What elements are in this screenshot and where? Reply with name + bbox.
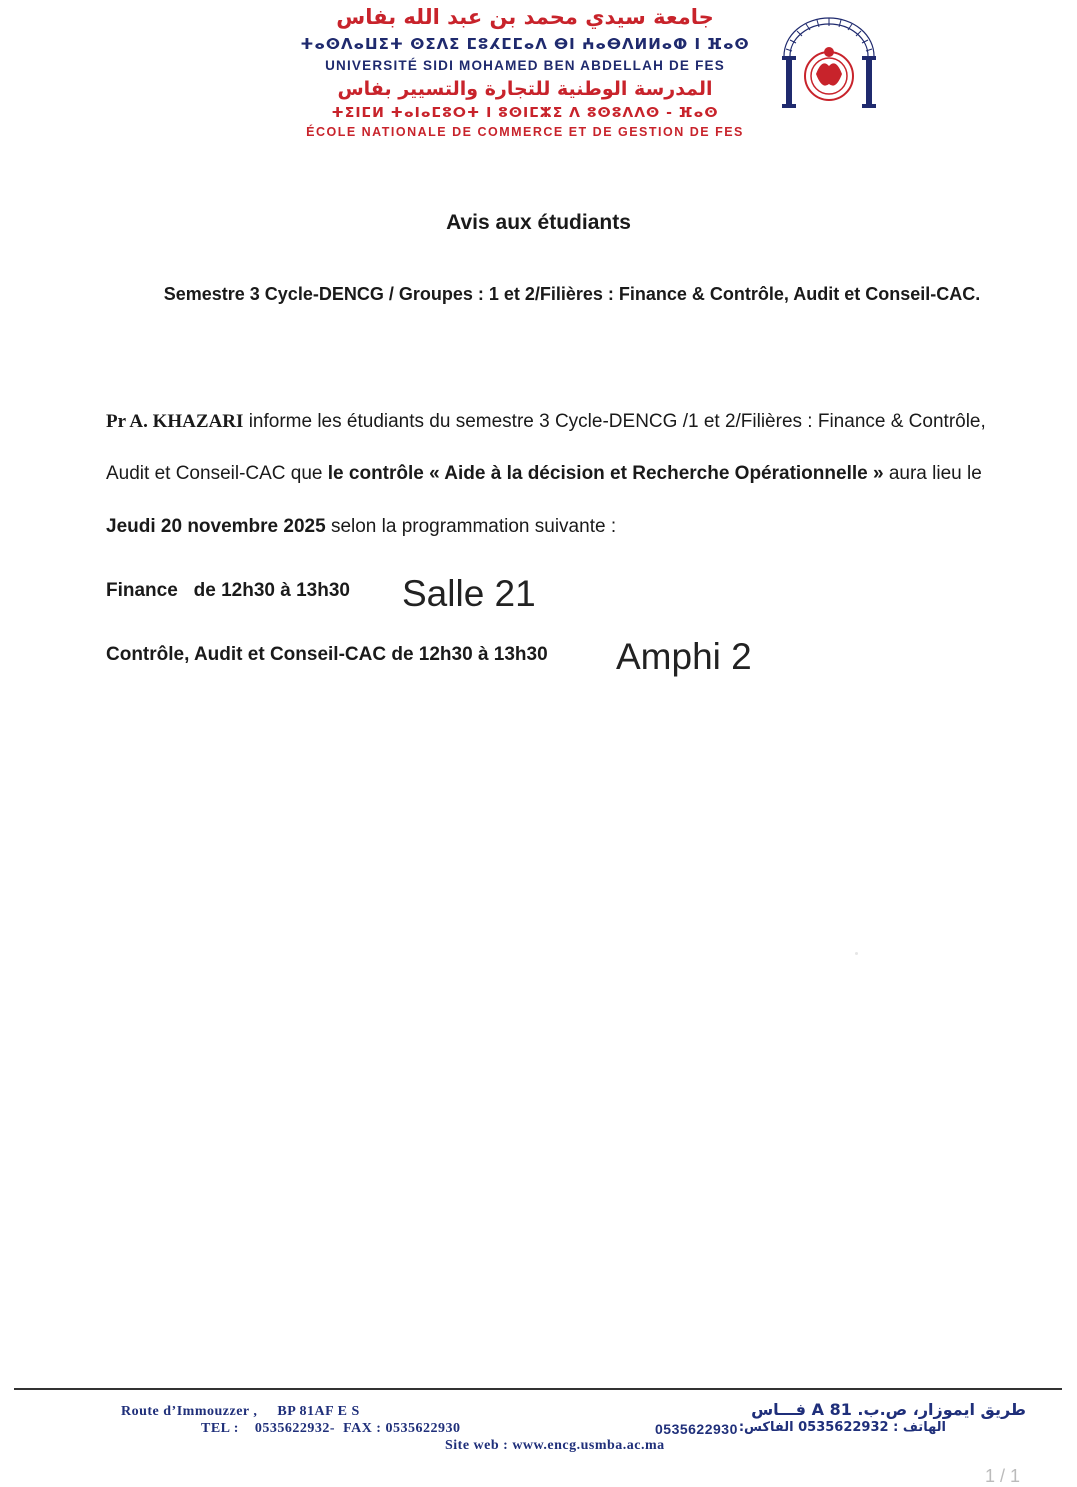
letterhead (270, 2, 780, 141)
footer-phones-ar: الهاتف : 0535622932 الفاكس: (738, 1420, 946, 1435)
notice-paragraph-line-3: Jeudi 20 novembre 2025 selon la programmation suivante : (106, 516, 617, 537)
page-number: 1 / 1 (985, 1466, 1021, 1486)
school-name-french: ÉCOLE NATIONALE DE COMMERCE ET DE GESTION DE FES (306, 125, 744, 139)
notice-subtitle: Semestre 3 Cycle-DENCG / Groupes : 1 et 2/Filières : Finance & Contrôle, Audit et Conseil-CAC. (163, 284, 981, 304)
footer-divider (14, 1388, 1062, 1390)
notice-paragraph-line-2: Audit et Conseil-CAC que le contrôle « Aide à la décision et Recherche Opérationnelle » aura lieu le (106, 463, 982, 484)
university-name-tifinagh: ⵜⴰⵙⴷⴰⵡⵉⵜ ⵙⵉⴷⵉ ⵎⵓⵃⵎⵎⴰⴷ ⴱⵏ ⵄⴰⴱⴷⵍⵍⴰⵀ ⵏ ⴼⴰⵙ (300, 35, 750, 53)
schedule-cac-label: Contrôle, Audit et Conseil-CAC de 12h30 à 13h30 (106, 644, 548, 665)
schedule-finance-room: Salle 21 (402, 573, 536, 614)
footer-address-fr: Route d’Immouzzer , BP 81AF E S (121, 1404, 360, 1419)
footer-website: Site web : www.encg.usmba.ac.ma (445, 1438, 665, 1453)
university-name-arabic: جامعة سيدي محمد بن عبد الله بفاس (336, 5, 714, 29)
exam-date: Jeudi 20 novembre 2025 (106, 516, 326, 537)
notice-title: Avis aux étudiants (446, 211, 631, 234)
university-name-french: UNIVERSITÉ SIDI MOHAMED BEN ABDELLAH DE FES (325, 58, 725, 73)
footer-phones-fr: TEL : 0535622932- FAX : 0535622930 (201, 1421, 461, 1436)
scan-speck (855, 952, 858, 955)
schedule-finance-label: Finance de 12h30 à 13h30 (106, 580, 350, 601)
exam-subject: le contrôle « Aide à la décision et Recherche Opérationnelle » (327, 463, 884, 484)
footer-address-ar: طريق ايموزار، ص.ب. 81 A فـــاس (751, 1400, 1026, 1419)
university-logo-icon (776, 14, 882, 114)
school-name-arabic: المدرسة الوطنية للتجارة والتسيير بفاس (337, 78, 713, 100)
footer-fax-ar: 0535622930 (655, 1421, 738, 1437)
notice-paragraph-line-1: Pr A. KHAZARI informe les étudiants du semestre 3 Cycle-DENCG /1 et 2/Filières : Finance & Contrôle, (106, 411, 986, 432)
professor-name: Pr A. KHAZARI (106, 411, 244, 432)
school-name-tifinagh: ⵜⵉⵏⵎⵍ ⵜⴰⵏⴰⵎⵓⵔⵜ ⵏ ⵓⵙⵏⵎⵣⵉ ⴷ ⵓⵙⵓⴷⴷⵙ - ⴼⴰⵙ (331, 105, 719, 121)
schedule-cac-room: Amphi 2 (616, 636, 752, 677)
